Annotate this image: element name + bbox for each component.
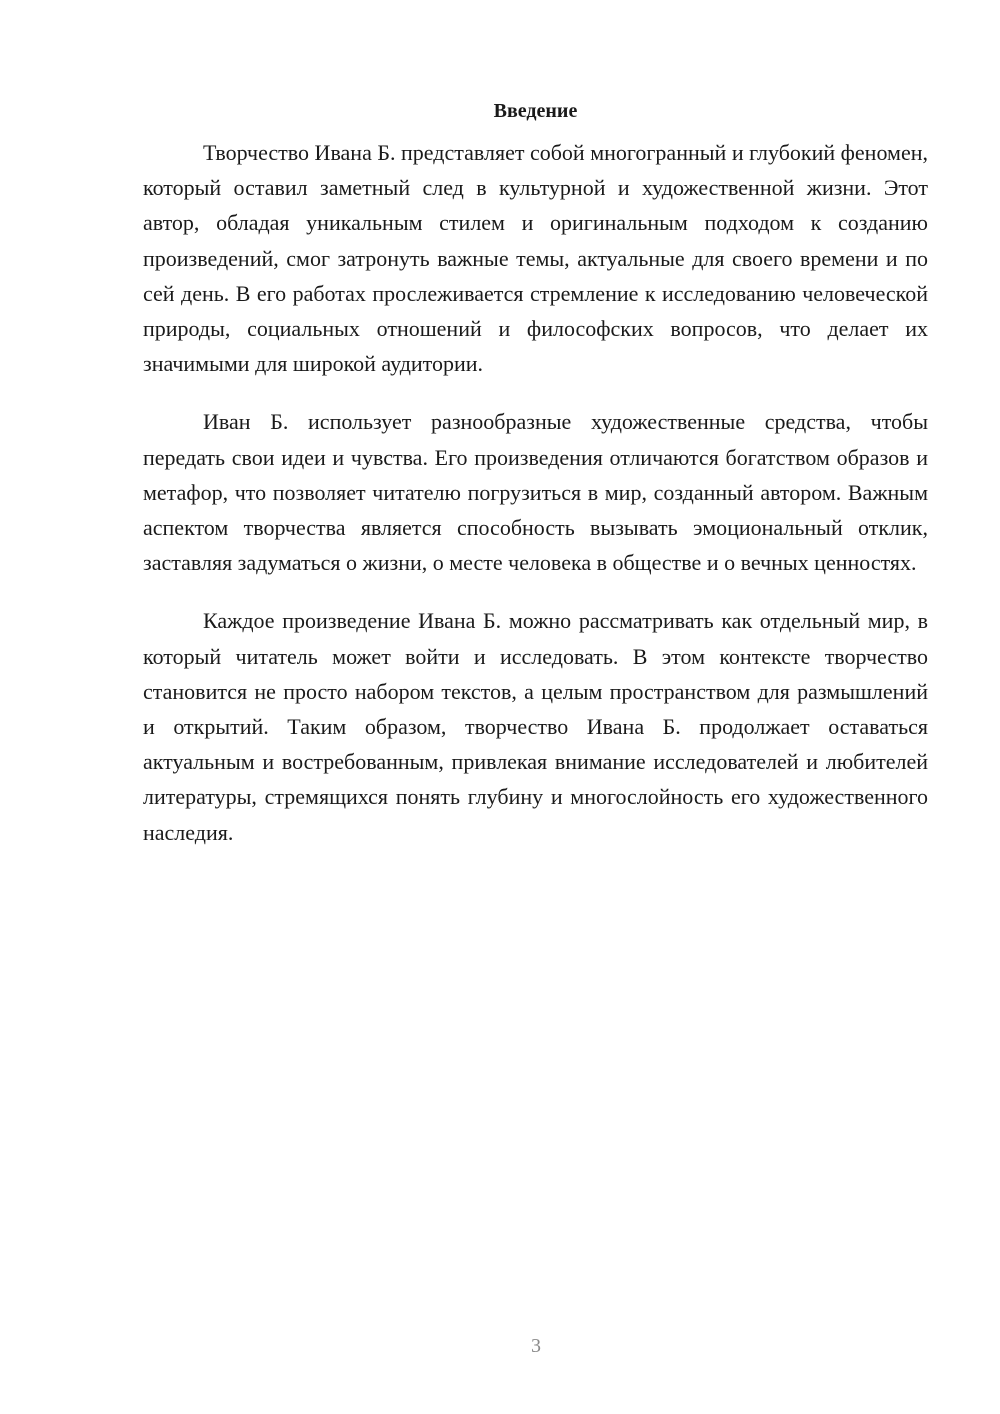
paragraph-1: Творчество Ивана Б. представляет собой многогранный и глубокий феномен, который оставил заметный след в культурной и художественной жизни. Этот автор, обладая уникальным стилем и оригинальным подходом к созданию произведений, смог затронуть важные темы, актуальные для своего времени и по сей день. В его работах прослеживается стремление к исследованию человеческой природы, социальных отношений и философских вопросов, что делает их значимыми для широкой аудитории.: [143, 140, 928, 377]
page-content: [143, 97, 928, 873]
paragraph-3: Каждое произведение Ивана Б. можно рассматривать как отдельный мир, в который читатель может войти и исследовать. В этом контексте творчество становится не просто набором текстов, а целым пространством для размышлений и открытий. Таким образом, творчество Ивана Б. продолжает оставаться актуальным и востребованным, привлекая внимание исследователей и любителей литературы, стремящихся понять глубину и многослойность его художественного наследия.: [143, 608, 928, 845]
page-number: 3: [531, 1335, 541, 1357]
section-title: Введение: [493, 100, 578, 122]
paragraph-2: Иван Б. использует разнообразные художественные средства, чтобы передать свои идеи и чувства. Его произведения отличаются богатством образов и метафор, что позволяет читателю погрузиться в мир, созданный автором. Важным аспектом творчества является способность вызывать эмоциональный отклик, заставляя задуматься о жизни, о месте человека в обществе и о вечных ценностях.: [143, 409, 928, 576]
